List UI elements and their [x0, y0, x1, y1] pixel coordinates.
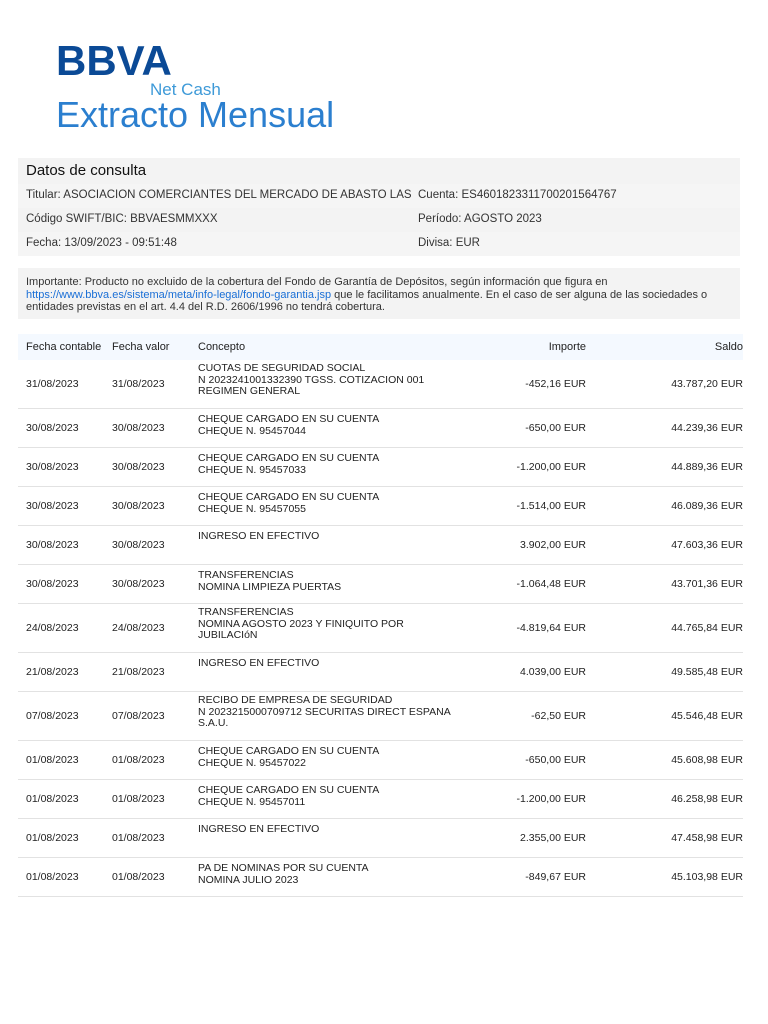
saldo-cell: 45.546,48 EUR	[671, 710, 743, 722]
notice-text-before: Importante: Producto no excluido de la cobertura del Fondo de Garantía de Depósitos, según información que figura en	[26, 276, 608, 288]
concepto-cell	[198, 531, 458, 543]
table-row	[18, 692, 743, 741]
importe-cell: 3.902,00 EUR	[520, 539, 586, 551]
fecha-valor-cell: 01/08/2023	[112, 793, 165, 805]
importe-cell: 4.039,00 EUR	[520, 666, 586, 678]
product-name: Net Cash	[150, 80, 221, 99]
table-row	[18, 780, 743, 819]
concepto-line: TRANSFERENCIAS	[198, 606, 294, 618]
table-header	[18, 334, 743, 360]
table-body	[18, 360, 743, 897]
table-row	[18, 741, 743, 780]
importe-cell: -1.200,00 EUR	[516, 793, 586, 805]
saldo-cell: 47.603,36 EUR	[671, 539, 743, 551]
header-importe: Importe	[548, 341, 586, 353]
fecha-valor-cell: 24/08/2023	[112, 622, 165, 634]
fecha-value: Fecha: 13/09/2023 - 09:51:48	[26, 237, 177, 249]
concepto-line: CHEQUE N. 95457044	[198, 424, 306, 437]
importe-cell: -1.064,48 EUR	[516, 578, 586, 590]
divisa-value: Divisa: EUR	[418, 237, 480, 249]
fecha-contable-cell: 30/08/2023	[26, 500, 79, 512]
saldo-cell: 43.787,20 EUR	[671, 378, 743, 390]
fecha-valor-cell: 30/08/2023	[112, 578, 165, 590]
fecha-contable-cell: 24/08/2023	[26, 622, 79, 634]
concepto-cell	[198, 570, 458, 593]
fecha-contable-cell: 01/08/2023	[26, 871, 79, 883]
saldo-cell: 44.889,36 EUR	[671, 461, 743, 473]
cuenta-value: Cuenta: ES4601823311700201564767	[418, 189, 617, 201]
titular-value: Titular: ASOCIACION COMERCIANTES DEL MERCADO DE ABASTO LAS	[26, 189, 412, 201]
concepto-line: INGRESO EN EFECTIVO	[198, 530, 320, 542]
concepto-cell	[198, 824, 458, 836]
fecha-valor-cell: 01/08/2023	[112, 754, 165, 766]
concepto-line: NOMINA AGOSTO 2023 Y FINIQUITO POR	[198, 617, 404, 630]
consulta-title: Datos de consulta	[26, 162, 147, 179]
table-row	[18, 526, 743, 565]
header-concepto: Concepto	[198, 341, 246, 353]
table-row	[18, 360, 743, 409]
saldo-cell: 44.239,36 EUR	[671, 422, 743, 434]
fecha-contable-cell: 30/08/2023	[26, 461, 79, 473]
saldo-cell: 45.103,98 EUR	[671, 871, 743, 883]
importe-cell: -1.200,00 EUR	[516, 461, 586, 473]
fecha-valor-cell: 30/08/2023	[112, 539, 165, 551]
concepto-line: CHEQUE CARGADO EN SU CUENTA	[198, 784, 380, 796]
fecha-valor-cell: 01/08/2023	[112, 832, 165, 844]
concepto-line: RECIBO DE EMPRESA DE SEGURIDAD	[198, 694, 393, 706]
table-row	[18, 653, 743, 692]
concepto-line: N 2023241001332390 TGSS. COTIZACION 001	[198, 373, 425, 386]
importe-cell: -62,50 EUR	[531, 710, 586, 722]
swift-value: Código SWIFT/BIC: BBVAESMMXXX	[26, 213, 218, 225]
importe-cell: 2.355,00 EUR	[520, 832, 586, 844]
table-row	[18, 487, 743, 526]
importe-cell: -452,16 EUR	[525, 378, 586, 390]
concepto-line: TRANSFERENCIAS	[198, 569, 294, 581]
concepto-line: INGRESO EN EFECTIVO	[198, 823, 320, 835]
header	[56, 34, 386, 134]
fecha-contable-cell: 01/08/2023	[26, 793, 79, 805]
table-row	[18, 448, 743, 487]
concepto-cell	[198, 658, 458, 670]
header-fecha-contable: Fecha contable	[26, 341, 102, 353]
fecha-contable-cell: 31/08/2023	[26, 378, 79, 390]
concepto-cell	[198, 453, 458, 476]
table-row	[18, 565, 743, 604]
fecha-contable-cell: 01/08/2023	[26, 754, 79, 766]
saldo-cell: 43.701,36 EUR	[671, 578, 743, 590]
importe-cell: -650,00 EUR	[525, 754, 586, 766]
saldo-cell: 49.585,48 EUR	[671, 666, 743, 678]
fecha-valor-cell: 07/08/2023	[112, 710, 165, 722]
saldo-cell: 45.608,98 EUR	[671, 754, 743, 766]
importe-cell: -650,00 EUR	[525, 422, 586, 434]
concepto-line: CHEQUE CARGADO EN SU CUENTA	[198, 491, 380, 503]
fecha-contable-cell: 30/08/2023	[26, 422, 79, 434]
saldo-cell: 47.458,98 EUR	[671, 832, 743, 844]
concepto-cell	[198, 414, 458, 437]
periodo-value: Período: AGOSTO 2023	[418, 213, 542, 225]
concepto-line: CHEQUE N. 95457055	[198, 502, 306, 515]
concepto-line: INGRESO EN EFECTIVO	[198, 657, 320, 669]
saldo-cell: 46.258,98 EUR	[671, 793, 743, 805]
concepto-line: NOMINA JULIO 2023	[198, 873, 299, 886]
movements-table	[18, 334, 743, 897]
concepto-line: N 2023215000709712 SECURITAS DIRECT ESPANA	[198, 705, 451, 718]
header-fecha-valor: Fecha valor	[112, 341, 170, 353]
saldo-cell: 46.089,36 EUR	[671, 500, 743, 512]
concepto-line: CHEQUE CARGADO EN SU CUENTA	[198, 413, 380, 425]
page-title: Extracto Mensual	[56, 94, 335, 135]
fondo-garantia-link[interactable]: https://www.bbva.es/sistema/meta/info-legal/fondo-garantia.jsp	[26, 288, 332, 301]
brand-name: BBVA	[56, 37, 172, 84]
table-row	[18, 604, 743, 653]
concepto-line: CHEQUE N. 95457011	[198, 795, 306, 808]
fecha-contable-cell: 21/08/2023	[26, 666, 79, 678]
concepto-line: NOMINA LIMPIEZA PUERTAS	[198, 580, 342, 593]
concepto-cell	[198, 607, 458, 642]
notice-text-after: que le facilitamos anualmente. En el caso de ser alguna de las sociedades o entidades previstas en el art. 4.4 del R.D. 2606/1996 no tendrá cobertura.	[26, 288, 708, 313]
table-row	[18, 409, 743, 448]
concepto-line: CHEQUE CARGADO EN SU CUENTA	[198, 452, 380, 464]
saldo-cell: 44.765,84 EUR	[671, 622, 743, 634]
fecha-contable-cell: 07/08/2023	[26, 710, 79, 722]
concepto-line: CUOTAS DE SEGURIDAD SOCIAL	[198, 362, 366, 374]
bbva-logo	[56, 38, 172, 84]
notice-text	[26, 276, 738, 314]
concepto-line: PA DE NOMINAS POR SU CUENTA	[198, 862, 369, 874]
concepto-cell	[198, 863, 458, 886]
concepto-line: REGIMEN GENERAL	[198, 385, 301, 398]
importe-cell: -4.819,64 EUR	[516, 622, 586, 634]
header-saldo: Saldo	[714, 341, 743, 353]
fecha-contable-cell: 30/08/2023	[26, 578, 79, 590]
fecha-valor-cell: 01/08/2023	[112, 871, 165, 883]
fecha-contable-cell: 30/08/2023	[26, 539, 79, 551]
concepto-cell	[198, 695, 458, 730]
table-row	[18, 858, 743, 897]
fecha-valor-cell: 31/08/2023	[112, 378, 165, 390]
concepto-line: CHEQUE N. 95457022	[198, 756, 306, 769]
concepto-cell	[198, 785, 458, 808]
concepto-cell	[198, 492, 458, 515]
coverage-notice	[18, 268, 740, 319]
fecha-valor-cell: 30/08/2023	[112, 461, 165, 473]
concepto-cell	[198, 746, 458, 769]
concepto-line: CHEQUE CARGADO EN SU CUENTA	[198, 745, 380, 757]
concepto-line: S.A.U.	[198, 717, 229, 730]
fecha-contable-cell: 01/08/2023	[26, 832, 79, 844]
concepto-cell	[198, 363, 458, 398]
concepto-line: CHEQUE N. 95457033	[198, 463, 306, 476]
concepto-line: JUBILACIóN	[198, 629, 258, 642]
fecha-valor-cell: 30/08/2023	[112, 500, 165, 512]
fecha-valor-cell: 21/08/2023	[112, 666, 165, 678]
importe-cell: -1.514,00 EUR	[516, 500, 586, 512]
importe-cell: -849,67 EUR	[525, 871, 586, 883]
table-row	[18, 819, 743, 858]
fecha-valor-cell: 30/08/2023	[112, 422, 165, 434]
